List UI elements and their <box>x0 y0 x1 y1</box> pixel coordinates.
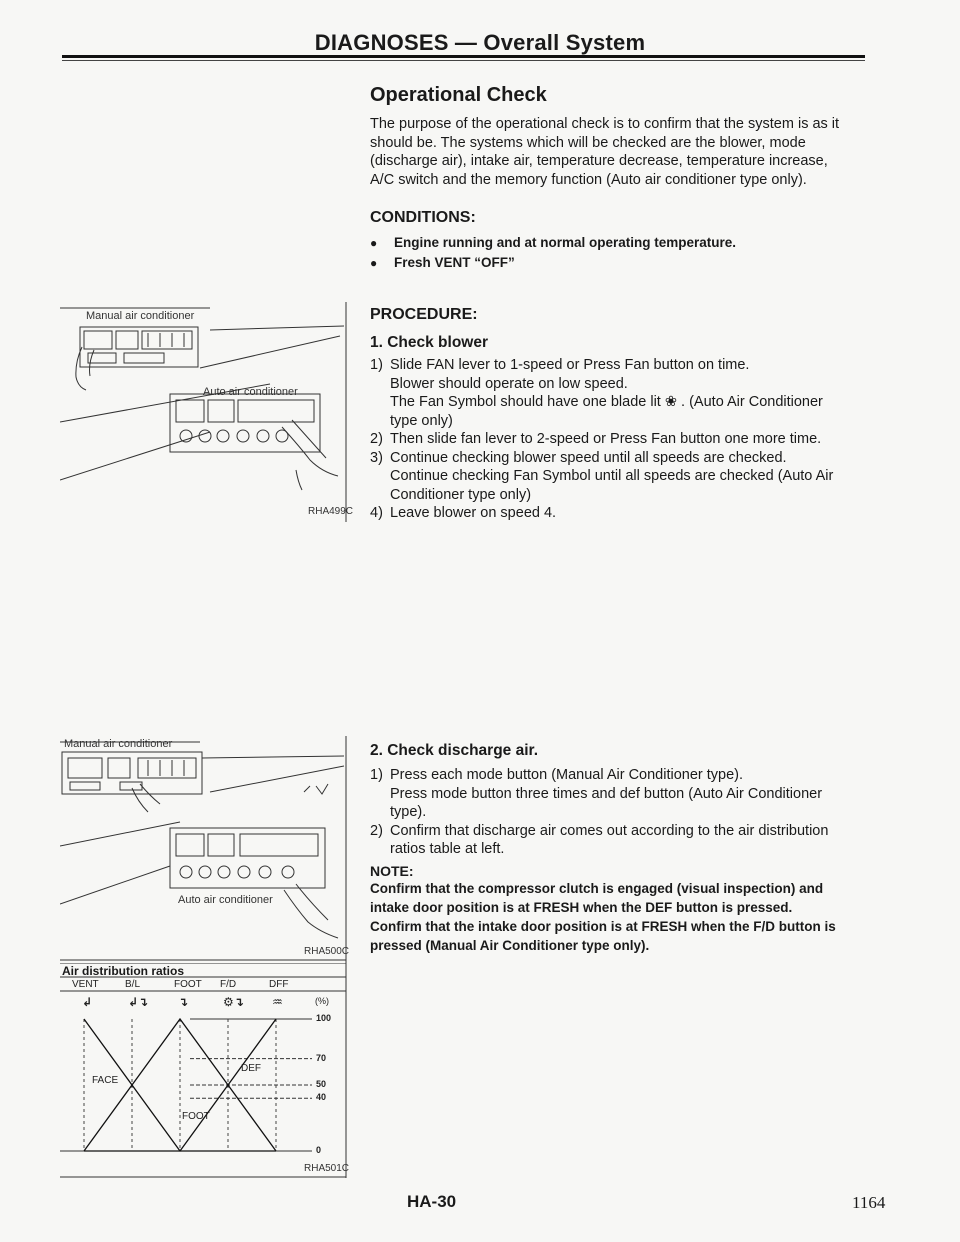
step2-list <box>370 766 848 859</box>
curve-label-foot: FOOT <box>182 1111 210 1122</box>
item-line: Continue checking blower speed until all speeds are checked. <box>390 449 787 466</box>
condition-item: ● Engine running and at normal operating temperature. <box>370 233 848 253</box>
figure-code: RHA499C <box>308 506 354 517</box>
step1-item-3 <box>370 449 848 505</box>
mode-label-dff: DFF <box>269 979 289 990</box>
note-text: Confirm that the compressor clutch is engaged (visual inspection) and intake door position is at FRESH when the DEF button is pressed. <box>370 880 824 915</box>
item-line: Slide FAN lever to 1-speed or Press Fan button on time. <box>390 357 750 373</box>
y-tick-0: 0 <box>316 1145 322 1155</box>
item-line: Blower should operate on low speed. <box>390 375 628 392</box>
conditions-title: CONDITIONS: <box>370 209 476 226</box>
item-number: 4) <box>370 505 383 521</box>
step2-item-2 <box>370 822 848 859</box>
y-tick-100: 100 <box>316 1013 332 1023</box>
defrost-mode-icon: ♒ <box>272 995 283 1009</box>
step1-item-1 <box>370 356 848 430</box>
item-line: The Fan Symbol should have one blade lit ❀ . (Auto Air Conditioner type only) <box>390 394 823 429</box>
step1-item-4 <box>370 504 848 523</box>
header-rule <box>62 55 865 58</box>
y-tick-50: 50 <box>316 1079 327 1089</box>
unit-label: (%) <box>315 996 329 1006</box>
mode-label-foot: FOOT <box>174 979 202 990</box>
y-tick-70: 70 <box>316 1052 327 1063</box>
curve-label-face: FACE <box>92 1075 119 1086</box>
item-line: Continue checking Fan Symbol until all speeds are checked (Auto Air Conditioner type only) <box>390 468 834 503</box>
intro-paragraph: The purpose of the operational check is to confirm that the system is as it should be. The systems which will be checked are the blower, mode (discharge air), intake air, temperature decrease, temperature increase, A/C switch and the memory function (Auto air conditioner type only). <box>370 116 840 188</box>
item-line: Press mode button three times and def button (Auto Air Conditioner type). <box>390 785 823 820</box>
step1-list <box>370 356 848 523</box>
item-number: 2) <box>370 431 383 447</box>
item-number: 1) <box>370 357 383 373</box>
figure-mode-panels <box>60 736 350 964</box>
item-line: Leave blower on speed 4. <box>390 505 557 521</box>
page-code: HA-30 <box>407 1192 457 1211</box>
page-title: DIAGNOSES — Overall System <box>314 30 646 55</box>
vent-mode-icon: ↲ <box>82 995 93 1009</box>
ratio-title: Air distribution ratios <box>62 964 185 978</box>
figure-label-manual: Manual air conditioner <box>86 310 195 322</box>
foot-mode-icon: ↴ <box>178 995 189 1009</box>
figure-label-manual: Manual air conditioner <box>64 738 173 750</box>
mode-label-vent: VENT <box>72 979 99 990</box>
step1-item-2 <box>370 430 848 449</box>
item-line: Press each mode button (Manual Air Conditioner type). <box>390 767 744 783</box>
item-number: 3) <box>370 449 383 466</box>
item-number: 2) <box>370 822 383 839</box>
procedure-section <box>370 306 848 523</box>
item-line: Then slide fan lever to 2-speed or Press Fan button one more time. <box>390 431 822 447</box>
figure-code: RHA501C <box>304 1163 350 1174</box>
figure-code: RHA500C <box>304 946 350 957</box>
figure-blower-panels <box>60 302 354 522</box>
section-title: Operational Check <box>370 84 547 106</box>
step1-title: 1. Check blower <box>370 334 489 351</box>
y-tick-40: 40 <box>316 1092 327 1103</box>
figure-label-auto: Auto air conditioner <box>178 894 273 906</box>
foot-def-mode-icon: ⚙↴ <box>223 995 244 1009</box>
mode-label-bl: B/L <box>125 979 141 990</box>
header-rule-thin <box>62 60 865 61</box>
figure-label-auto: Auto air conditioner <box>203 386 298 398</box>
procedure-title: PROCEDURE: <box>370 306 478 323</box>
discharge-section <box>370 742 848 955</box>
note-label: NOTE: <box>370 862 414 879</box>
operational-check-section <box>370 84 848 273</box>
page-number: 1164 <box>852 1193 886 1212</box>
bilevel-mode-icon: ↲↴ <box>128 995 149 1009</box>
figure-blower-drawing <box>60 302 347 522</box>
condition-item: ● Fresh VENT “OFF” <box>370 253 848 273</box>
step2-title: 2. Check discharge air. <box>370 742 539 759</box>
curve-label-def: DEF <box>241 1063 261 1074</box>
figure-mode-drawing <box>60 736 350 964</box>
note-text: Confirm that the intake door position is at FRESH when the F/D button is pressed (Manual Air Conditioner type only). <box>370 918 836 953</box>
step2-item-1 <box>370 766 848 822</box>
item-line: Confirm that discharge air comes out according to the air distribution ratios table at left. <box>390 822 829 857</box>
conditions-list <box>370 233 848 273</box>
figure-air-distribution <box>60 963 350 1178</box>
ratio-chart <box>60 963 350 1178</box>
mode-label-fd: F/D <box>220 979 237 990</box>
item-number: 1) <box>370 767 383 783</box>
